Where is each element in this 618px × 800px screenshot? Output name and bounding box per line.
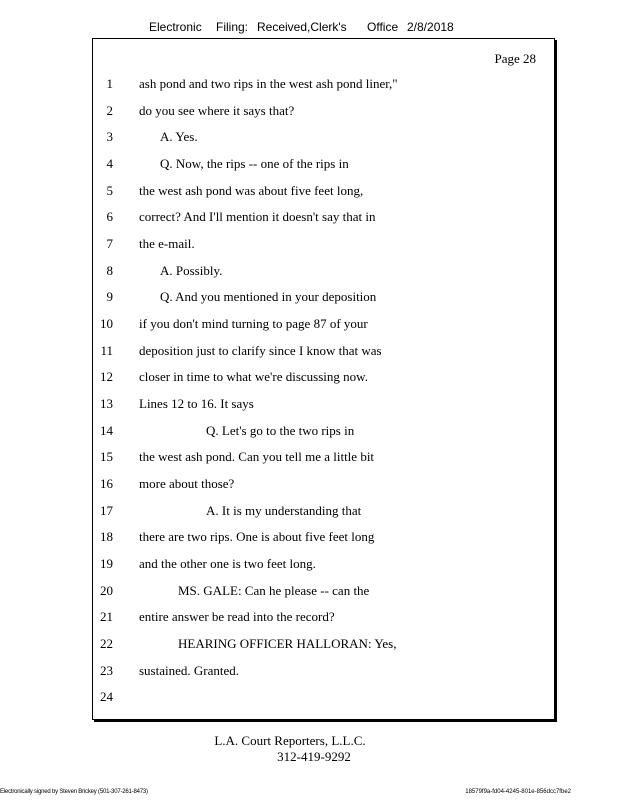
- transcript-page: [92, 38, 555, 720]
- line-number: 17: [100, 503, 113, 518]
- header-electronic: Electronic: [149, 20, 202, 34]
- line-text: Q. Now, the rips -- one of the rips in: [160, 156, 349, 171]
- transcript-line-22: [93, 636, 556, 656]
- line-text: if you don't mind turning to page 87 of your: [139, 316, 368, 331]
- line-text: Lines 12 to 16. It says: [139, 396, 254, 411]
- line-number: 8: [106, 263, 113, 278]
- page-number: Page 28: [494, 51, 536, 66]
- line-number: 15: [100, 449, 113, 464]
- line-number: 22: [100, 636, 113, 651]
- document-hash: 18579f9a-fd04-4245-801e-856dcc7fbe2: [465, 789, 571, 795]
- transcript-line-6: [93, 209, 556, 229]
- line-text: there are two rips. One is about five feet long: [139, 529, 375, 544]
- line-text: the e-mail.: [139, 236, 195, 251]
- line-text: do you see where it says that?: [139, 103, 295, 118]
- header-date: 2/8/2018: [407, 20, 454, 34]
- line-text: Q. And you mentioned in your deposition: [160, 289, 377, 304]
- header-filing: Filing:: [216, 20, 249, 34]
- line-number: 20: [100, 583, 113, 598]
- electronic-signature: Electronically signed by Steven Brickey (501-307-261-8473): [0, 789, 148, 795]
- line-text: deposition just to clarify since I know that was: [139, 343, 382, 358]
- transcript-line-7: [93, 236, 556, 256]
- line-number: 4: [106, 156, 113, 171]
- transcript-line-18: [93, 529, 556, 549]
- reporter-company: L.A. Court Reporters, L.L.C.: [214, 733, 366, 748]
- transcript-line-8: [93, 263, 556, 283]
- line-text: A. Yes.: [160, 129, 198, 144]
- transcript-line-13: [93, 396, 556, 416]
- transcript-line-1: [93, 76, 556, 96]
- transcript-line-24: [93, 689, 556, 709]
- line-text: the west ash pond. Can you tell me a little bit: [139, 449, 375, 464]
- line-text: more about those?: [139, 476, 235, 491]
- transcript-line-19: [93, 556, 556, 576]
- line-number: 7: [106, 236, 113, 251]
- line-number: 11: [100, 343, 113, 358]
- line-number: 2: [106, 103, 113, 118]
- transcript-line-21: [93, 609, 556, 629]
- transcript-line-20: [93, 583, 556, 603]
- line-number: 3: [106, 129, 113, 144]
- transcript-line-4: [93, 156, 556, 176]
- line-text: MS. GALE: Can he please -- can the: [178, 583, 370, 598]
- transcript-line-12: [93, 369, 556, 389]
- line-number: 12: [100, 369, 113, 384]
- line-number: 19: [100, 556, 113, 571]
- transcript-line-17: [93, 503, 556, 523]
- line-number: 5: [106, 183, 113, 198]
- line-text: correct? And I'll mention it doesn't say that in: [139, 209, 376, 224]
- line-text: ash pond and two rips in the west ash pond liner,": [139, 76, 398, 91]
- header-office: Office: [367, 20, 399, 34]
- line-number: 16: [100, 476, 113, 491]
- line-number: 14: [100, 423, 113, 438]
- line-text: HEARING OFFICER HALLORAN: Yes,: [178, 636, 397, 651]
- line-number: 9: [106, 289, 113, 304]
- line-number: 6: [106, 209, 113, 224]
- line-number: 23: [100, 663, 113, 678]
- transcript-line-3: [93, 129, 556, 149]
- reporter-phone: 312-419-9292: [277, 749, 351, 764]
- line-number: 10: [100, 316, 113, 331]
- filing-header: [0, 20, 618, 36]
- line-text: A. Possibly.: [160, 263, 223, 278]
- line-text: and the other one is two feet long.: [139, 556, 316, 571]
- line-text: sustained. Granted.: [139, 663, 240, 678]
- line-text: entire answer be read into the record?: [139, 609, 335, 624]
- line-number: 21: [100, 609, 113, 624]
- transcript-line-11: [93, 343, 556, 363]
- header-received-clerks: Received,Clerk's: [257, 20, 347, 34]
- line-text: closer in time to what we're discussing now.: [139, 369, 368, 384]
- transcript-line-15: [93, 449, 556, 469]
- line-number: 24: [100, 689, 113, 704]
- transcript-line-23: [93, 663, 556, 683]
- line-number: 1: [106, 76, 113, 91]
- transcript-line-9: [93, 289, 556, 309]
- transcript-line-5: [93, 183, 556, 203]
- transcript-line-14: [93, 423, 556, 443]
- line-text: the west ash pond was about five feet long,: [139, 183, 364, 198]
- transcript-line-10: [93, 316, 556, 336]
- transcript-line-2: [93, 103, 556, 123]
- line-text: Q. Let's go to the two rips in: [206, 423, 355, 438]
- transcript-line-16: [93, 476, 556, 496]
- line-number: 18: [100, 529, 113, 544]
- line-text: A. It is my understanding that: [206, 503, 362, 518]
- line-number: 13: [100, 396, 113, 411]
